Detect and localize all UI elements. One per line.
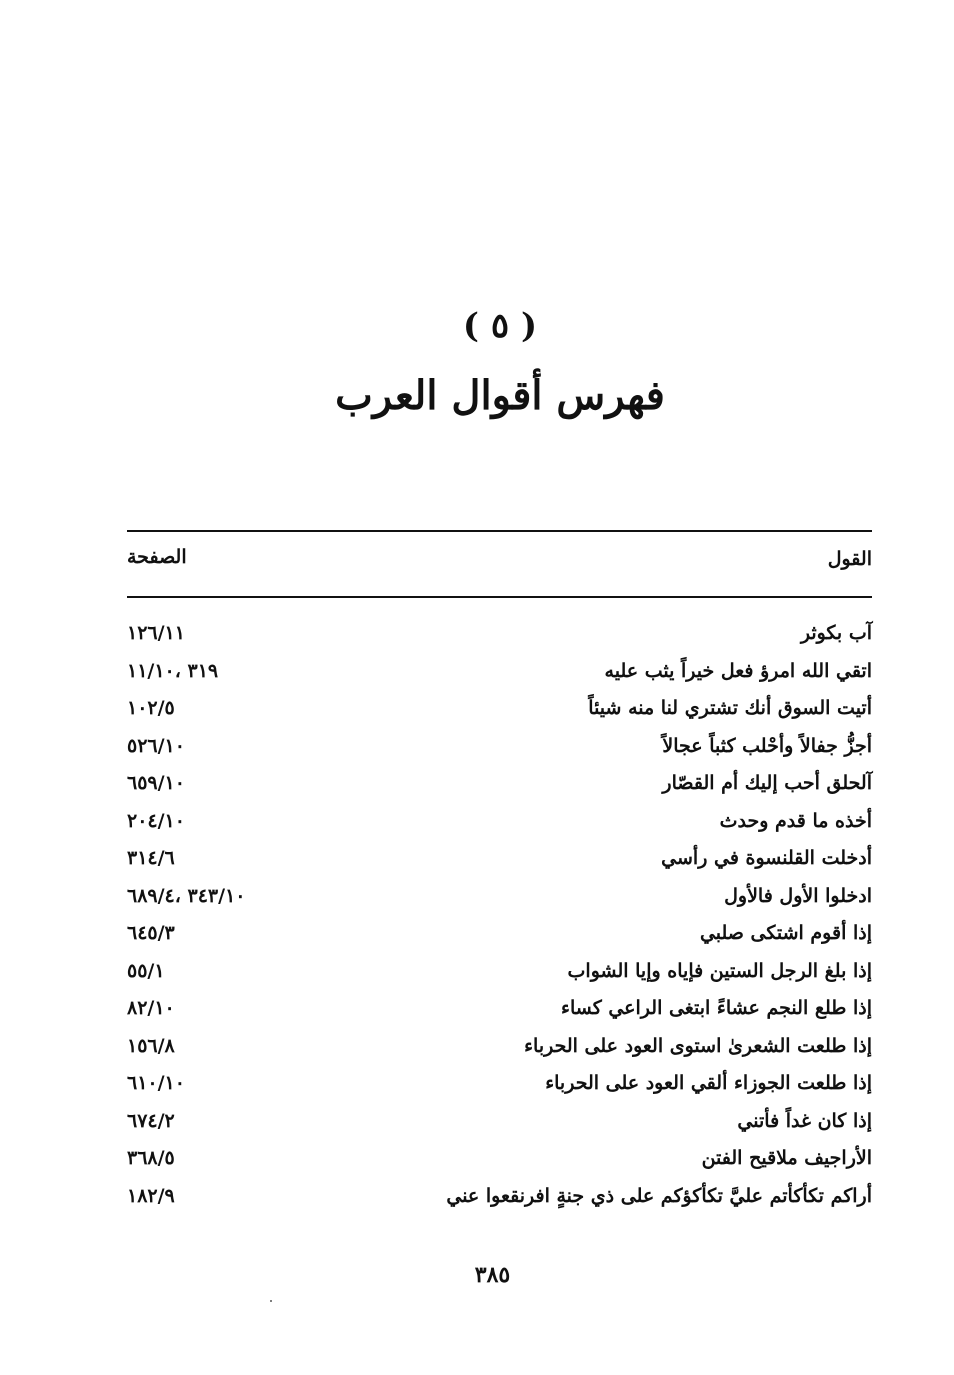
- page-reference: ١٠٢/٥: [127, 697, 175, 719]
- saying-text: اتقي الله امرؤ فعل خيراً يثب عليه: [604, 659, 872, 682]
- header-page: الصفحة: [127, 546, 187, 568]
- saying-text: آلحلق أحب إليك أم القصّار: [662, 772, 872, 794]
- table-top-rule: [127, 530, 872, 532]
- saying-text: إذا أقوم اشتكى صلبي: [699, 922, 872, 944]
- page-reference: ٥٢٦/١٠: [127, 734, 185, 757]
- table-row: [127, 1031, 872, 1069]
- table-row: [127, 881, 872, 919]
- saying-text: أراكم تكأكأتم عليَّ تكأكؤكم على ذي جنةٍ افرنقعوا عني: [446, 1184, 872, 1207]
- page-reference: ٨٢/١٠: [127, 997, 175, 1019]
- page-reference: ٦٥٩/١٠: [127, 772, 185, 794]
- saying-text: أجزُّ جفالاً وأحْلب كثباً عجالاً: [662, 734, 872, 757]
- table-row: [127, 806, 872, 844]
- saying-text: أدخلت القلنسوة في رأسي: [661, 847, 872, 869]
- table-row: [127, 768, 872, 806]
- table-row: [127, 731, 872, 769]
- page-reference: ٢٠٤/١٠: [127, 809, 185, 832]
- table-row: [127, 1143, 872, 1181]
- scan-speck: [270, 1300, 272, 1302]
- index-title: فهرس أقوال العرب: [335, 372, 665, 419]
- table-header-rule: [127, 596, 872, 598]
- table-row: [127, 618, 872, 656]
- page-reference: ١٢٦/١١: [127, 622, 185, 644]
- saying-text: أخذه ما قدم وحدث: [719, 809, 872, 832]
- saying-text: إذا طلع النجم عشاءً ابتغى الراعي كساء: [561, 997, 872, 1019]
- section-number: ( ٥ ): [462, 306, 538, 346]
- table-row: [127, 843, 872, 881]
- saying-text: إذا بلغ الرجل الستين فإياه وإيا الشواب: [567, 959, 872, 982]
- saying-text: آب بكوثر: [800, 622, 872, 644]
- page-reference: ٣٦٨/٥: [127, 1147, 175, 1169]
- table-row: [127, 956, 872, 994]
- page-reference: ٦٧٤/٢: [127, 1109, 175, 1132]
- saying-text: أتيت السوق أنك تشتري لنا منه شيئاً: [588, 697, 872, 719]
- page-reference: ٣١٩ ،١١/١٠: [127, 659, 219, 682]
- sayings-list: [127, 618, 872, 1218]
- page-reference: ٦١٠/١٠: [127, 1072, 185, 1094]
- table-row: [127, 656, 872, 694]
- page-reference: ٥٥/١: [127, 959, 165, 982]
- table-row: [127, 1068, 872, 1106]
- page-reference: ١٥٦/٨: [127, 1034, 175, 1057]
- page-number: ٣٨٥: [474, 1262, 511, 1288]
- table-row: [127, 918, 872, 956]
- saying-text: إذا طلعت الشعرىٰ استوى العود على الحرباء: [524, 1034, 872, 1057]
- page-reference: ١٨٢/٩: [127, 1184, 175, 1207]
- saying-text: ادخلوا الأول فالأول: [724, 884, 872, 907]
- table-header: [127, 546, 872, 580]
- saying-text: إذا كان غداً فأتني: [737, 1109, 872, 1132]
- page-reference: ٣١٤/٦: [127, 847, 175, 869]
- page-reference: ٣٤٣/١٠ ،٦٨٩/٤: [127, 884, 246, 907]
- saying-text: إذا طلعت الجوزاء ألقي العود على الحرباء: [545, 1072, 872, 1094]
- page-reference: ٦٤٥/٣: [127, 922, 175, 944]
- header-saying: القول: [827, 548, 872, 570]
- table-row: [127, 993, 872, 1031]
- table-row: [127, 693, 872, 731]
- table-row: [127, 1181, 872, 1219]
- table-row: [127, 1106, 872, 1144]
- saying-text: الأراجيف ملاقيح الفتن: [701, 1147, 872, 1169]
